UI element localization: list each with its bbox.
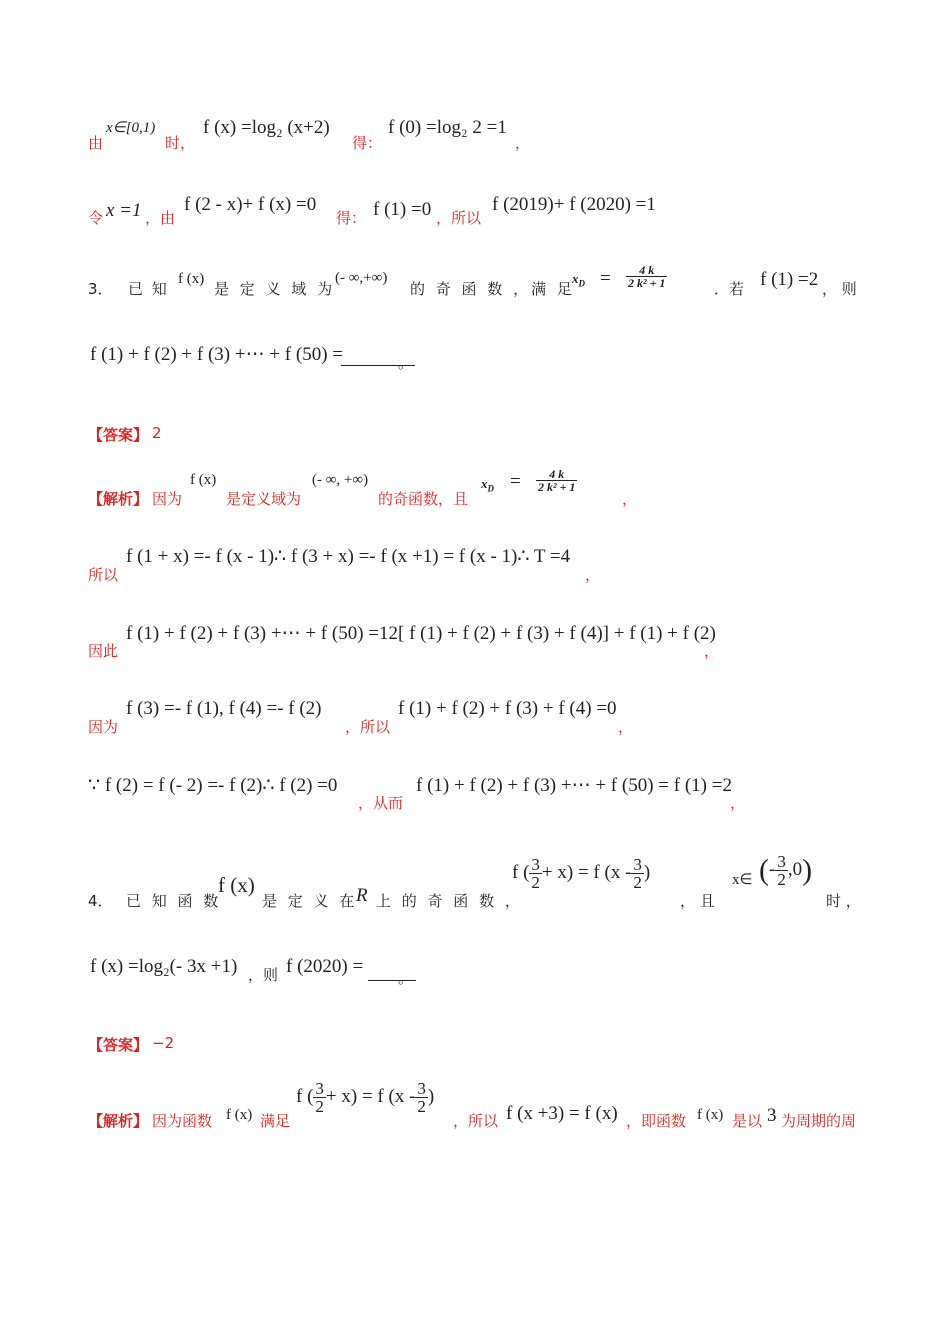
text-you: 由 bbox=[88, 134, 104, 152]
a4-text-d: ，即函数 bbox=[626, 1112, 687, 1130]
a3-r3-end: ， bbox=[704, 642, 720, 660]
a4-text-c: ，所以 bbox=[453, 1112, 499, 1130]
q4-cond-interval: (- $\frac{3}{2}$ ,0) bbox=[759, 852, 813, 889]
a4-answer-value: −2 bbox=[152, 1034, 175, 1052]
q4-math-r: R bbox=[356, 885, 368, 906]
a4-math-fx: f (x) bbox=[226, 1107, 253, 1123]
a3-r4-math-a: f (3) =- f (1), f (4) =- f (2) bbox=[126, 698, 322, 719]
a3-r2-text: 所以 bbox=[88, 566, 119, 584]
a4-math-d: 3 bbox=[767, 1105, 777, 1126]
a4-analysis-label: 【解析】 bbox=[88, 1112, 149, 1130]
a3-r1-end: ， bbox=[622, 490, 638, 508]
math-f2019-f2020: f (2019)+ f (2020) =1 bbox=[492, 194, 656, 215]
q4-cond-x: x∈ bbox=[732, 872, 753, 888]
q4-number: 4． bbox=[88, 892, 113, 910]
math-x-in-interval: x∈[0,1) bbox=[106, 120, 156, 136]
q3-text-ze: ， 则 bbox=[822, 280, 857, 298]
a3-r1-text-a: 因为 bbox=[152, 490, 183, 508]
a4-math-c: f (x) bbox=[697, 1107, 724, 1123]
a3-r4-text-b: ，所以 bbox=[345, 718, 391, 736]
q3-end-mark: 。 bbox=[398, 354, 414, 372]
a3-r3-math: f (1) + f (2) + f (3) +⋯ + f (50) =12[ f (1) + f (2) + f (3) + f (4)] + f (1) + f (2) bbox=[126, 623, 716, 644]
math-f0: f (0) =log₂ 2 =1 bbox=[388, 117, 507, 138]
q4-text-c: 上 的 奇 函 数 ， bbox=[376, 892, 523, 910]
a3-r5-math-a: ∵ f (2) = f (- 2) =- f (2)∴ f (2) =0 bbox=[88, 775, 338, 796]
q3-number: 3． bbox=[88, 280, 113, 298]
text-comma: ， bbox=[515, 134, 531, 152]
q4-text-d: ， 且 bbox=[680, 892, 715, 910]
a3-r2-end: ， bbox=[585, 566, 601, 584]
a3-r1-math-fx: f (x) bbox=[190, 472, 217, 488]
text-shi: 时， bbox=[165, 134, 196, 152]
q3-text-domain: 是 定 义 域 为 bbox=[214, 280, 336, 298]
a4-text-f: 为周期的周 bbox=[781, 1112, 857, 1130]
q4-line2-math: f (x) =log₂(- 3x +1) bbox=[90, 956, 238, 977]
a4-text-e: 是以 bbox=[732, 1112, 763, 1130]
math-f-log2: f (x) =log₂ (x+2) bbox=[203, 117, 330, 138]
a3-analysis-label: 【解析】 bbox=[88, 490, 149, 508]
a3-r3-text: 因此 bbox=[88, 642, 119, 660]
math-f2-x: f (2 - x)+ f (x) =0 bbox=[184, 194, 317, 215]
text-de-2: 得： bbox=[336, 209, 367, 227]
q4-math-fx: f (x) bbox=[218, 873, 255, 897]
q3-text-odd: 的 奇 函 数 ，满 足 bbox=[410, 280, 575, 298]
text-suoyi: ，所以 bbox=[436, 209, 482, 227]
a3-r1-xd: $x_D$ bbox=[481, 476, 494, 494]
a3-r1-equals: = bbox=[510, 471, 521, 492]
text-ling: 令 bbox=[88, 209, 104, 227]
a3-r5-math-b: f (1) + f (2) + f (3) +⋯ + f (50) = f (1) =2 bbox=[416, 775, 732, 796]
q4-equation: f ( $\frac{3}{2}$ + x) = f (x - $\frac{3}{2}$ ) bbox=[512, 855, 651, 892]
q4-text-b: 是 定 义 在 bbox=[262, 892, 358, 910]
a4-equation: f ( $\frac{3}{2}$ + x) = f (x - $\frac{3}{2}$ ) bbox=[296, 1079, 435, 1116]
a3-r4-text-a: 因为 bbox=[88, 718, 119, 736]
q4-line2-text: ，则 bbox=[248, 966, 279, 984]
a3-r4-math-b: f (1) + f (2) + f (3) + f (4) =0 bbox=[398, 698, 617, 719]
q3-equals: = bbox=[600, 268, 611, 289]
a4-text-b: 满足 bbox=[260, 1112, 291, 1130]
q4-text-e: 时 ， bbox=[826, 892, 861, 910]
q4-end-mark: 。 bbox=[398, 969, 414, 987]
a3-r1-math-interval: (- ∞, +∞) bbox=[312, 472, 369, 488]
a3-r2-math: f (1 + x) =- f (x - 1)∴ f (3 + x) =- f (x +1) = f (x - 1)∴ T =4 bbox=[126, 546, 571, 567]
a3-answer-label: 【答案】 bbox=[88, 426, 149, 444]
q3-math-interval: (- ∞,+∞) bbox=[335, 270, 388, 286]
text-you-2: ，由 bbox=[145, 209, 176, 227]
q3-math-fx: f (x) bbox=[178, 271, 205, 287]
a4-text-a: 因为函数 bbox=[152, 1112, 213, 1130]
q3-fraction: $\frac{4 k}{\text{2 k² + 1}}$ bbox=[628, 263, 666, 290]
q4-line2-math-b: f (2020) = bbox=[286, 956, 364, 977]
text-de: 得： bbox=[352, 134, 383, 152]
q4-text-a: 已 知 函 数 bbox=[126, 892, 222, 910]
q3-text-ruo: ．若 bbox=[714, 280, 745, 298]
math-x-eq-1: x =1 bbox=[106, 200, 142, 221]
a4-answer-label: 【答案】 bbox=[88, 1036, 149, 1054]
a3-r4-end: ， bbox=[618, 718, 634, 736]
a3-r5-text-b: ，从而 bbox=[358, 794, 404, 812]
q3-math-f1-eq-2: f (1) =2 bbox=[760, 269, 819, 290]
a3-r1-text-b: 是定义域为 bbox=[226, 490, 302, 508]
a3-answer-value: 2 bbox=[152, 424, 162, 442]
a3-r5-end: ， bbox=[730, 794, 746, 812]
q3-math-sum: f (1) + f (2) + f (3) +⋯ + f (50) = bbox=[90, 344, 344, 365]
q3-xd: $x_D$ bbox=[572, 271, 585, 289]
q3-text-yizhi: 已 知 bbox=[128, 280, 169, 298]
a4-math-b: f (x +3) = f (x) bbox=[506, 1103, 618, 1124]
math-f1-eq-0: f (1) =0 bbox=[373, 199, 432, 220]
a3-r1-text-c: 的奇函数，且 bbox=[378, 490, 469, 508]
a3-r1-fraction: $\frac{4 k}{\text{2 k² + 1}}$ bbox=[538, 467, 576, 494]
